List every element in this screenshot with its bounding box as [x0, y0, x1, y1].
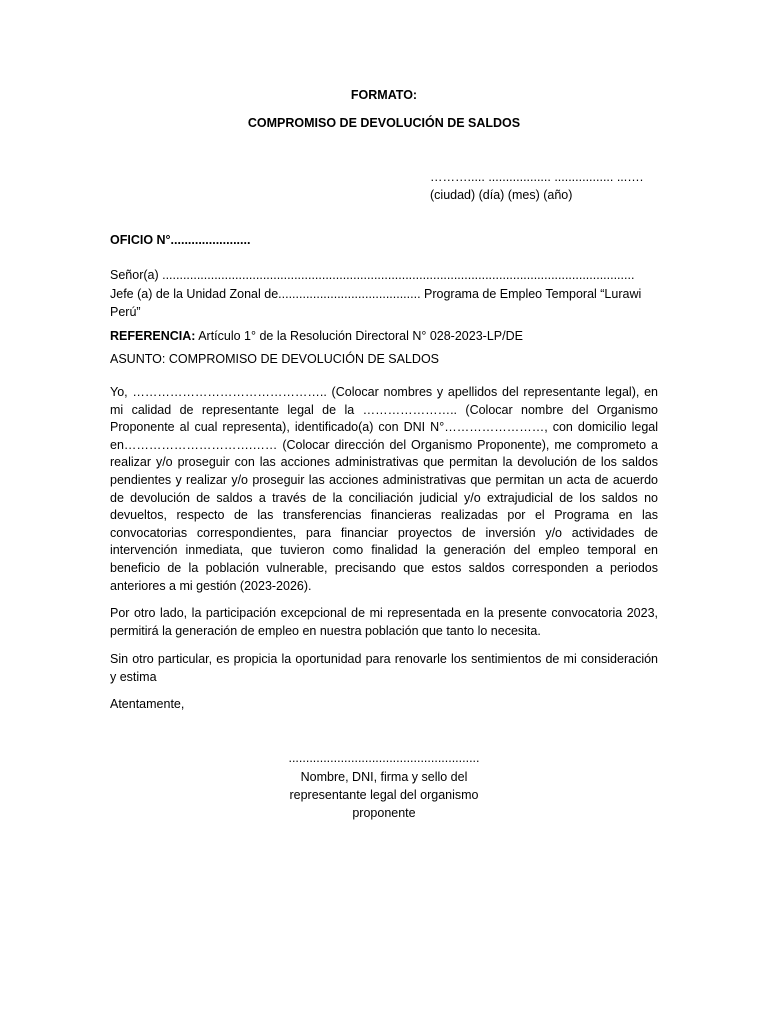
- subject-label: ASUNTO:: [110, 352, 166, 366]
- reference-text: Artículo 1° de la Resolución Directoral N° 028-2023-LP/DE: [195, 329, 523, 343]
- date-labels: (ciudad) (día) (mes) (año): [430, 188, 573, 202]
- document-subtitle: COMPROMISO DE DEVOLUCIÓN DE SALDOS: [247, 116, 521, 130]
- recipient-name-line: Señor(a) ........................................................................................................................................: [110, 268, 635, 282]
- body-paragraph-commitment: Yo, ……………………………………….. (Colocar nombres y apellidos del representante legal), en mi calidad de representante legal de la ………………….. (Colocar nombre del Organismo Proponente al cual representa), identificado(a) con DNI N°……………………, con domicilio legal en………………………….…… (Colocar dirección del Organismo Proponente), me comprometo a realizar y/o proseguir con las acciones administrativas que permitan la devolución de los saldos pendientes y realizar y/o proseguir las acciones administrativas que permitan un acta de acuerdo de devolución de saldos a través de la conciliación judicial y/o extrajudicial de los saldos no devueltos, respecto de las transferencias financieras realizadas por el Programa en las convocatorias correspondientes, para financiar proyectos de inversión y/o actividades de intervención inmediata, que tuvieron como finalidad la generación del empleo temporal en beneficio de la población vulnerable, precisando que estos saldos corresponden a periodos anteriores a mi gestión (2023-2026).: [110, 385, 658, 593]
- body-paragraph-participation: Por otro lado, la participación excepcional de mi representada en la presente convocatoria 2023, permitirá la generación de empleo en nuestra población que tanto lo necesita.: [110, 606, 658, 638]
- closing-salutation: Atentamente,: [110, 697, 185, 711]
- subject-line: [110, 352, 660, 366]
- signature-caption-line-2: representante legal del organismo: [289, 788, 479, 802]
- signature-caption: [270, 768, 498, 822]
- subject-text: COMPROMISO DE DEVOLUCIÓN DE SALDOS: [165, 352, 440, 366]
- signature-line: .......................................................: [288, 751, 480, 765]
- date-placeholder: ………..... .................. ................. ...….: [430, 170, 644, 184]
- oficio-number: OFICIO N°.......................: [110, 233, 251, 247]
- document-title: FORMATO:: [350, 88, 418, 102]
- recipient-position-line: Jefe (a) de la Unidad Zonal de......................................... Programa de Empleo Temporal “Lurawi Perú”: [110, 287, 642, 319]
- reference-line: [110, 329, 660, 343]
- signature-caption-line-3: proponente: [352, 806, 416, 820]
- signature-caption-line-1: Nombre, DNI, firma y sello del: [300, 770, 468, 784]
- body-paragraph-closing: Sin otro particular, es propicia la oportunidad para renovarle los sentimientos de mi consideración y estima: [110, 652, 658, 684]
- reference-label: REFERENCIA:: [110, 329, 196, 343]
